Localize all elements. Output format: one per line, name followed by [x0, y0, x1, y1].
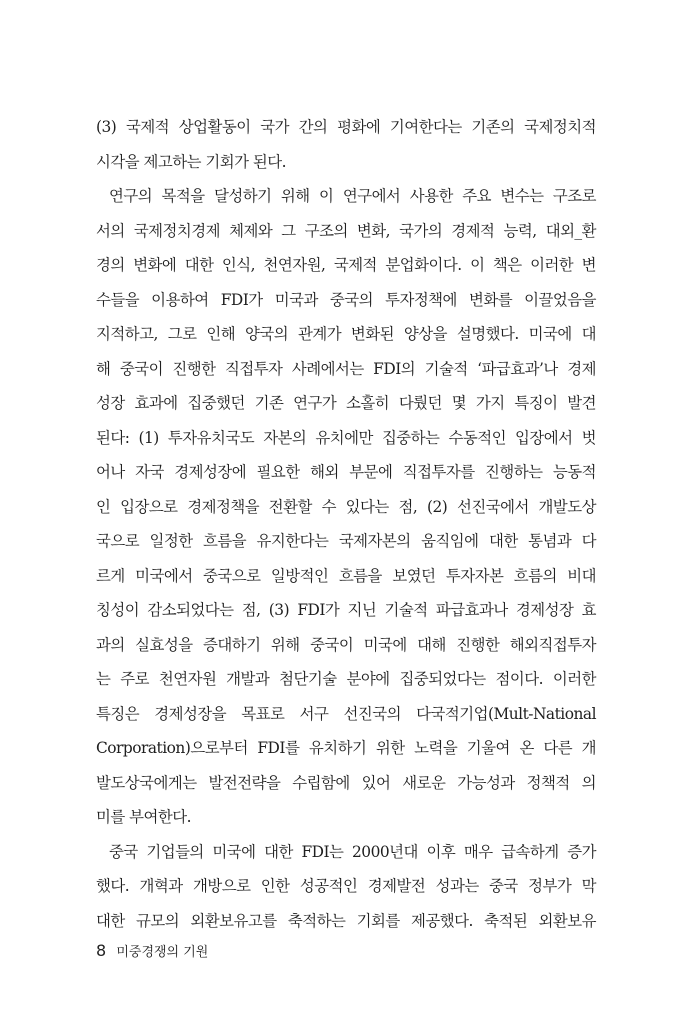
text-line: 연구의 목적을 달성하기 위해 이 연구에서 사용한 주요 변수는 구조로	[109, 187, 596, 205]
text-line: 서의 국제정치경제 체제와 그 구조의 변화, 국가의 경제적 능력, 대외_환	[96, 221, 596, 240]
text-line: 중국 기업들의 미국에 대한 FDI는 2000년대 이후 매우 급속하게 증가	[109, 842, 596, 861]
text-line: 했다. 개혁과 개방으로 인한 성공적인 경제발전 성과는 중국 정부가 막	[96, 877, 596, 895]
text-line: 는 주로 천연자원 개발과 첨단기술 분야에 집중되었다는 점이다. 이러한	[96, 670, 596, 688]
book-title: 미중경쟁의 기원	[116, 945, 209, 960]
text-line: 성장 효과에 집중했던 기존 연구가 소홀히 다뤘던 몇 가지 특징이 발견	[96, 394, 596, 412]
text-line: 미를 부여한다.	[96, 808, 191, 826]
text-line: 대한 규모의 외환보유고를 축적하는 기회를 제공했다. 축적된 외환보유	[96, 911, 596, 930]
text-line: 어나 자국 경제성장에 필요한 해외 부문에 직접투자를 진행하는 능동적	[96, 463, 596, 481]
text-line: 발도상국에게는 발전전략을 수립함에 있어 새로운 가능성과 정책적 의	[96, 773, 596, 792]
text-line: (3) 국제적 상업활동이 국가 간의 평화에 기여한다는 기존의 국제정치적	[96, 118, 596, 136]
page-footer	[96, 941, 208, 961]
text-line: 특징은 경제성장을 목표로 서구 선진국의 다국적기업(Mult-National	[96, 704, 596, 723]
text-line: 경의 변화에 대한 인식, 천연자원, 국제적 분업화이다. 이 책은 이러한 변	[96, 256, 596, 274]
text-line: 국으로 일정한 흐름을 유지한다는 국제자본의 움직임에 대한 통념과 다	[96, 532, 596, 550]
page-number: 8	[96, 941, 107, 960]
text-line: 지적하고, 그로 인해 양국의 관계가 변화된 양상을 설명했다. 미국에 대	[96, 325, 596, 343]
text-line: 수들을 이용하여 FDI가 미국과 중국의 투자정책에 변화를 이끌었음을	[96, 290, 596, 309]
text-line: 과의 실효성을 증대하기 위해 중국이 미국에 대해 진행한 해외직접투자	[96, 635, 596, 654]
text-line: 된다: (1) 투자유치국도 자본의 유치에만 집중하는 수동적인 입장에서 벗	[96, 428, 596, 447]
text-line: 인 입장으로 경제정책을 전환할 수 있다는 점, (2) 선진국에서 개발도상	[96, 497, 596, 516]
text-line: 르게 미국에서 중국으로 일방적인 흐름을 보였던 투자자본 흐름의 비대	[96, 566, 596, 585]
text-line: 칭성이 감소되었다는 점, (3) FDI가 지닌 기술적 파급효과나 경제성장 효	[96, 601, 596, 619]
text-line: 시각을 제고하는 기회가 된다.	[96, 152, 286, 171]
page-body	[96, 110, 596, 938]
text-line: 해 중국이 진행한 직접투자 사례에서는 FDI의 기술적 ‘파급효과’나 경제	[96, 359, 596, 378]
text-line: Corporation)으로부터 FDI를 유치하기 위한 노력을 기울여 온 다른 개	[96, 739, 596, 757]
